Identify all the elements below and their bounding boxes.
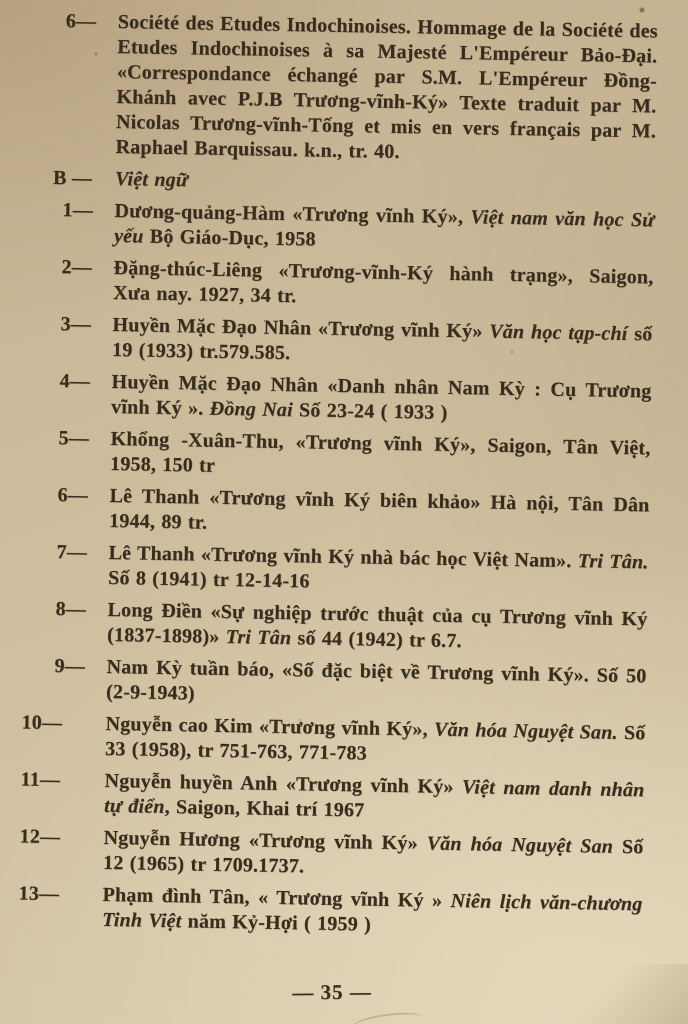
entry-number: 4— [59,370,91,393]
entry-segment: Lê Thanh «Trương vĩnh Ký nhà bác học Việt Nam». [108,541,578,573]
entry-segment-italic: Văn học tạp-chí [489,320,628,345]
entry-segment-italic: Việt nam văn học Sử yếu [113,206,655,248]
entry-segment: Đặng-thúc-Liêng «Trương-vĩnh-Ký hành trạng», Saigon, Xưa nay. 1927, 34 tr. [112,257,654,308]
entry-text [107,598,648,657]
bib-entry [0,653,647,714]
entry-segment-italic: Văn hóa Nguyệt San. [433,718,618,744]
entry-segment: Nguyễn huyền Anh «Trương vĩnh Ký» [104,769,463,799]
entry-text [110,427,651,486]
entry-number: 1— [62,199,94,222]
bib-entry [0,368,652,429]
entry-text [103,826,644,885]
bib-entry [3,8,658,169]
entry-text [105,712,646,771]
entry-text [111,370,652,429]
bib-entry [0,767,645,828]
entry-segment: Société des Etudes Indochinoises. Hommage de la Société des Etudes Indochinoises à sa Majesté L'Empéreur Bảo-Đại. «Correspondance échangé par S.M. L'Empéreur Đồng-Khánh avec P.J.B Trương-vĩnh-Ký» Texte traduit par M. Nicolas Trương-vĩnh-Tống et mis en vers français par M. Raphael Barquissau. k.n., tr. 40. [115,11,658,163]
entry-segment: Số 8 (1941) tr 12-14-16 [107,566,310,593]
entry-text [112,313,653,372]
bib-entry [0,881,643,942]
bib-entry [0,596,648,657]
entry-segment-italic: Việt nam danh nhân tự điển [103,776,645,818]
entry-number: 10— [21,711,63,735]
entry-segment: Bộ Giáo-Dục, 1958 [143,225,316,251]
page-number: — 35 — [292,979,372,1005]
entry-segment-italic: Tri Tân. [577,550,649,574]
entry-number: 3— [60,313,92,336]
entry-segment: Long Điền «Sự nghiệp trước thuật của cụ Trương vĩnh Ký (1837-1898)» [106,598,648,649]
entry-number: 12— [19,825,61,849]
entry-number: 11— [20,768,61,792]
bib-entry [0,710,646,771]
entry-segment: Dương-quảng-Hàm «Trương vĩnh Ký», [114,200,471,229]
bib-entry [1,254,654,315]
entry-segment-italic: Niên lịch văn-chương Tinh Việt [101,889,643,933]
entry-text [104,769,645,828]
entry-segment: , Saigon, Khai trí 1967 [164,795,365,822]
entry-segment: Huyền Mặc Đạo Nhân «Trương vĩnh Ký» [112,314,490,343]
page-corner-shadow [548,964,688,1024]
entry-segment: Nguyễn Hương «Trương vĩnh Ký» [103,826,427,855]
entry-text [106,655,647,714]
bibliography-page [0,8,688,950]
entry-segment-italic: Tri Tân [225,626,292,650]
entry-segment: Khổng -Xuân-Thu, «Trương vĩnh Ký», Saigon, Tân Việt, 1958, 150 tr [109,427,651,477]
entry-segment: Nguyễn cao Kim «Trương vĩnh Ký», [105,712,435,741]
entry-segment: Số 23-24 ( 1933 ) [292,399,448,424]
entry-number: 7— [56,541,88,564]
entry-segment: Số 12 (1965) tr 1709.1737. [102,835,644,878]
entry-text [115,10,658,169]
entry-segment-italic: Văn hóa Nguyệt San [426,832,614,858]
entry-number: 5— [58,427,90,450]
bib-entry [0,425,651,486]
entry-text [113,256,654,315]
entry-number: 2— [61,256,93,279]
entry-text [115,167,655,201]
entry-segment: số 19 (1933) tr.579.585. [111,322,653,365]
bib-entry [3,165,655,201]
entry-segment: Huyền Mặc Đạo Nhân «Danh nhân Nam Kỳ : Cụ Trương vĩnh Ký ». [110,371,652,420]
entry-segment: Nam Kỳ tuần báo, «Số đặc biệt về Trương vĩnh Ký». Số 50 (2-9-1943) [105,655,647,705]
bib-entry [0,311,653,372]
entry-number: 8— [55,598,87,621]
entry-text [109,484,650,543]
entry-text [108,541,649,600]
entry-text [114,199,655,258]
entry-text [102,883,643,942]
entry-number: 6— [57,484,89,507]
entry-segment: Phạm đình Tân, « Trương vĩnh Ký » [102,883,451,912]
bib-entry [0,539,649,600]
entry-number: 9— [54,655,86,678]
entry-segment: Số 33 (1958), tr 751-763, 771-783 [104,721,646,765]
bib-entry [2,197,655,258]
entry-segment: số 44 (1942) tr 6.7. [291,627,462,653]
entry-segment: năm Kỷ-Hợi ( 1959 ) [181,910,372,936]
bib-entry [0,482,650,543]
bib-entry [0,824,644,885]
entry-number: B — [52,166,93,190]
entry-segment-italic: Đồng Nai [209,397,294,422]
entry-number: 6— [65,10,97,33]
ink-smudge [351,1009,423,1024]
entry-segment: Lê Thanh «Trương vĩnh Ký biên khảo» Hà nội, Tân Dân 1944, 89 tr. [108,484,650,534]
entry-segment-italic: Việt ngữ [114,168,189,192]
entry-number: 13— [18,882,60,906]
